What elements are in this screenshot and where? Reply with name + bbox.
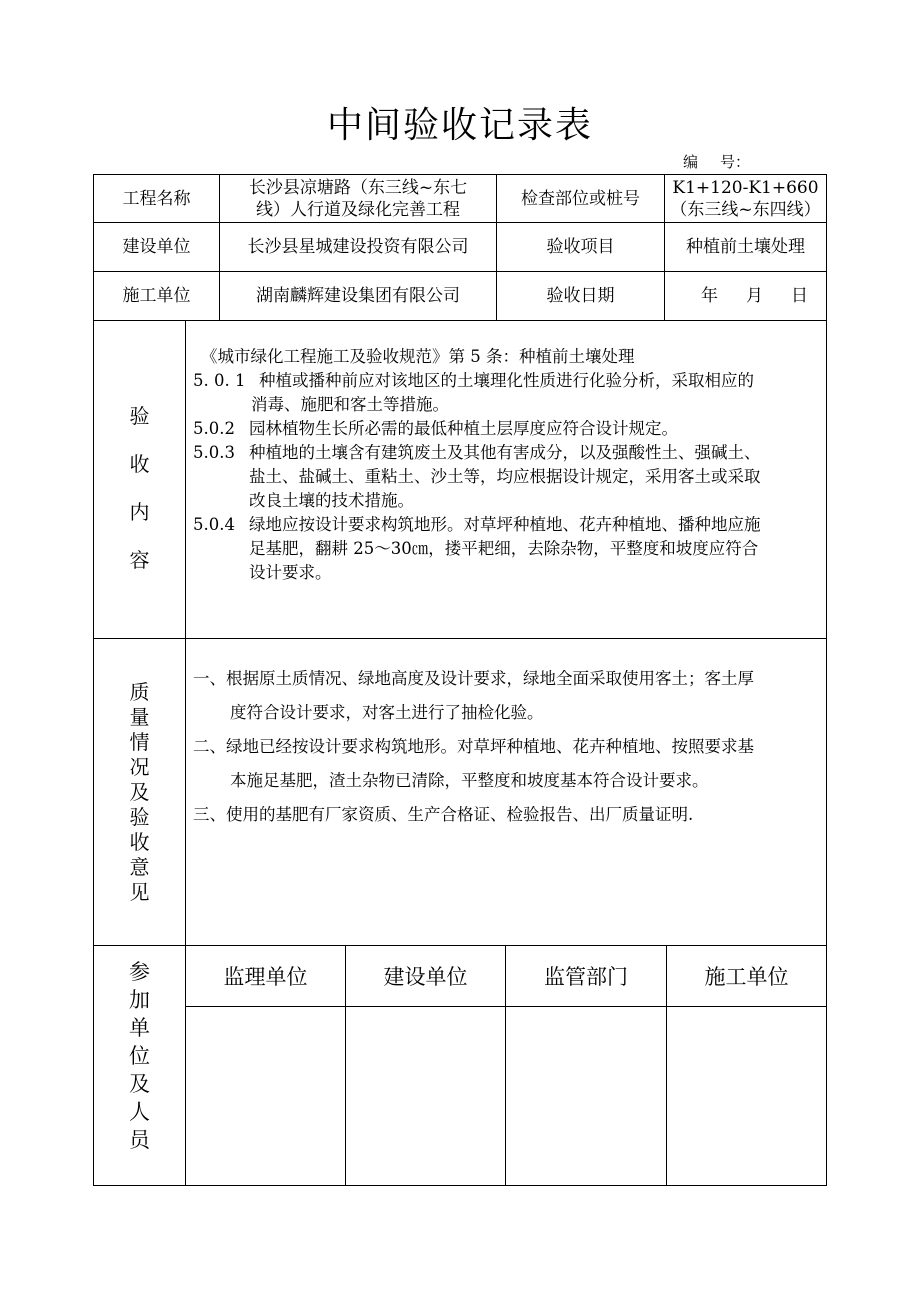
acceptance-date-value: [665, 272, 826, 320]
participants-label: [94, 958, 185, 1154]
clause-text: 消毒、施肥和客土等措施。: [251, 395, 449, 414]
quality-opinion-text: [193, 662, 754, 832]
owner-unit-header: 建设单位: [383, 965, 468, 989]
serial-label-part2: 号：: [720, 153, 751, 171]
clause-number: 5.0.4: [193, 515, 235, 534]
quality-opinion-label: [94, 680, 185, 905]
date-year: 年: [701, 286, 718, 306]
clause-text: 绿地应按设计要求构筑地形。对草坪种植地、花卉种植地、播种地应施: [249, 515, 761, 534]
inspection-location-label: 检查部位或桩号: [521, 188, 640, 209]
label-char: 质: [129, 680, 150, 704]
opinion-line: 三、使用的基肥有厂家资质、生产合格证、检验报告、出厂质量证明.: [193, 805, 694, 824]
opinion-line: 本施足基肥，渣土杂物已清除，平整度和坡度基本符合设计要求。: [230, 771, 709, 790]
clause-5-0-4-cont: [193, 537, 823, 561]
date-month: 月: [746, 286, 763, 306]
label-char: 收: [129, 830, 150, 854]
date-day: 日: [791, 286, 808, 306]
clause-text: 改良土壤的技术措施。: [249, 491, 414, 510]
row-divider: [93, 320, 827, 321]
label-char: 验: [129, 404, 150, 428]
label-char: 意: [129, 855, 150, 879]
label-char: 验: [129, 805, 150, 829]
label-char: 量: [129, 705, 150, 729]
inspection-content: [193, 345, 823, 585]
clause-text: 设计要求。: [249, 563, 332, 582]
project-name-line2: 线）人行道及绿化完善工程: [256, 199, 460, 220]
supervision-signature-cell[interactable]: [186, 1007, 345, 1185]
supervision-unit-header: 监理单位: [223, 965, 308, 989]
label-char: 内: [129, 500, 150, 524]
clause-number: 5.0.3: [193, 443, 235, 462]
owner-signature-cell[interactable]: [346, 1007, 505, 1185]
opinion-line: 度符合设计要求，对客土进行了抽检化验。: [230, 703, 544, 722]
label-char: 参: [129, 960, 150, 984]
owner-unit-label: 建设单位: [122, 237, 191, 257]
project-name-value: [220, 175, 496, 222]
clause-number: 5.0.2: [193, 419, 235, 438]
acceptance-item-value: 种植前土壤处理: [686, 237, 805, 257]
regulatory-dept-header: 监管部门: [544, 965, 628, 989]
project-name-line1: 长沙县凉塘路（东三线~东七: [248, 177, 468, 198]
clause-5-0-3-cont: [193, 465, 823, 489]
spec-intro: 《城市绿化工程施工及验收规范》第 5 条：种植前土壤处理: [201, 347, 635, 366]
label-char: 单: [129, 1016, 150, 1040]
opinion-line: 二、绿地已经按设计要求构筑地形。对草坪种植地、花卉种植地、按照要求基: [193, 737, 754, 756]
project-name-label: 工程名称: [122, 188, 191, 209]
acceptance-item-label: 验收项目: [546, 237, 615, 257]
label-char: 见: [129, 880, 150, 904]
label-char: 人: [129, 1100, 150, 1124]
clause-text: 种植或播种前应对该地区的土壤理化性质进行化验分析，采取相应的: [259, 371, 754, 390]
contractor-signature-cell[interactable]: [667, 1007, 826, 1185]
label-char: 情: [129, 730, 150, 754]
clause-text: 园林植物生长所必需的最低种植土层厚度应符合设计规定。: [249, 419, 678, 438]
serial-label-part1: 编: [683, 153, 699, 171]
station-range: K1+120-K1+660: [672, 177, 819, 198]
row-divider: [93, 638, 827, 639]
label-char: 员: [129, 1128, 150, 1152]
acceptance-date-label: 验收日期: [546, 286, 615, 306]
clause-text: 种植地的土壤含有建筑废土及其他有害成分，以及强酸性土、强碱土、: [249, 443, 761, 462]
serial-number-label: [683, 152, 750, 172]
contractor-value: 湖南麟辉建设集团有限公司: [256, 286, 460, 306]
clause-5-0-3-cont: [193, 489, 823, 513]
inspection-location-value: [665, 175, 826, 222]
contractor-unit-header: 施工单位: [704, 965, 789, 989]
clause-5-0-1: [193, 369, 823, 393]
clause-5-0-3: [193, 441, 823, 465]
contractor-label: 施工单位: [122, 286, 191, 306]
owner-unit-value: 长沙县星城建设投资有限公司: [247, 237, 469, 257]
label-char: 及: [129, 1072, 150, 1096]
clause-number: 5. 0. 1: [193, 371, 246, 390]
inspection-content-label: [94, 392, 185, 584]
clause-text: 盐土、盐碱土、重粘土、沙土等，均应根据设计规定，采用客土或采取: [249, 467, 761, 486]
label-char: 位: [129, 1044, 150, 1068]
clause-text: 足基肥，翻耕 25～30㎝，搂平耙细，去除杂物，平整度和坡度应符合: [249, 539, 759, 558]
station-section: （东三线~东四线）: [670, 199, 821, 220]
clause-5-0-4: [193, 513, 823, 537]
opinion-line: 一、根据原土质情况、绿地高度及设计要求，绿地全面采取使用客土；客土厚: [193, 669, 754, 688]
clause-5-0-4-cont: [193, 561, 823, 585]
label-char: 加: [129, 988, 150, 1012]
label-char: 况: [129, 755, 150, 779]
page-title: 中间验收记录表: [326, 105, 593, 146]
clause-5-0-2: [193, 417, 823, 441]
label-char: 容: [129, 548, 150, 572]
label-char: 及: [129, 780, 150, 804]
regulatory-signature-cell[interactable]: [506, 1007, 666, 1185]
clause-5-0-1-cont: [193, 393, 823, 417]
label-char: 收: [129, 452, 150, 476]
